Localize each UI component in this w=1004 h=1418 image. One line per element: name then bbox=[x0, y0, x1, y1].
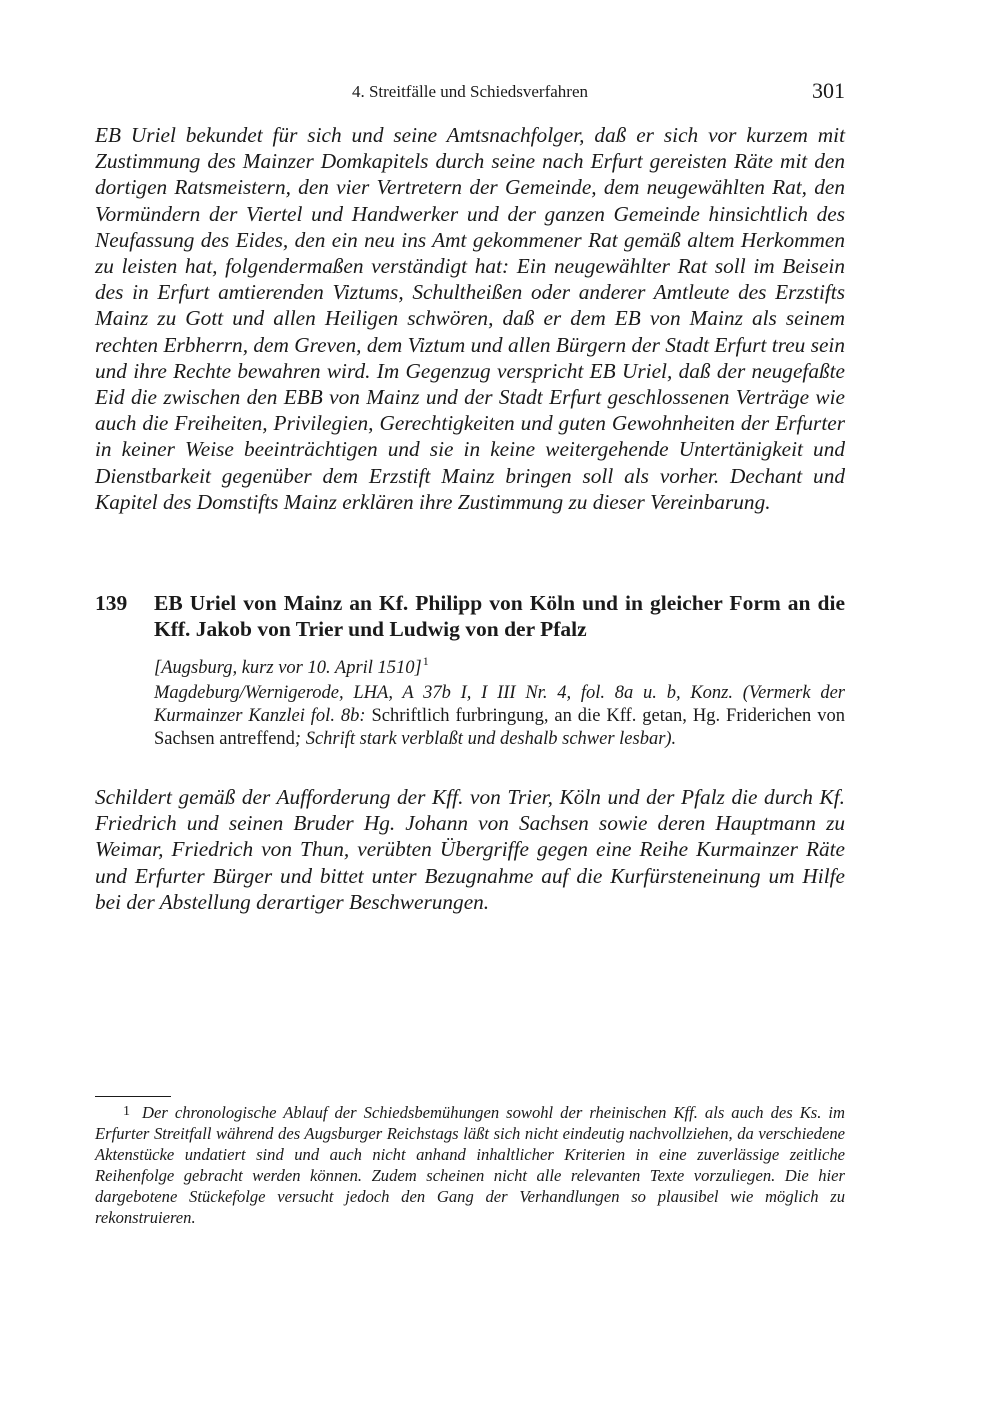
entry-date bbox=[154, 649, 845, 680]
footnote-divider bbox=[95, 1096, 171, 1097]
entry-summary: Schildert gemäß der Aufforderung der Kff. von Trier, Köln und der Pfalz die durch Kf. Friedrich und seinen Bruder Hg. Johann von Sachsen sowie deren Hauptmann zu Weimar, Friedrich von Thun, verübten Übergriffe gegen eine Reihe Kurmainzer Räte und Erfurter Bürger und bittet unter Bezugnahme auf die Kurfürsteneinung um Hilfe bei der Abstellung derartiger Beschwerungen. bbox=[95, 785, 845, 914]
previous-entry-summary: EB Uriel bekundet für sich und seine Amtsnachfolger, daß er sich vor kurzem mit Zustimmung des Mainzer Domkapitels durch seine nach Erfurt gereisten Räte mit den dortigen Ratsmeistern, den vier Vertretern der Gemeinde, dem neugewählten Rat, den Vormündern der Viertel und Handwerker und der ganzen Gemeinde hinsichtlich des Neufassung des Eides, den ein neu ins Amt gekommener Rat gemäß altem Herkommen zu leisten hat, folgendermaßen verständigt hat: Ein neugewählter Rat soll im Beisein des in Erfurt amtierenden Viztums, Schultheißen oder anderer Amtleute des Erzstifts Mainz zu Gott und allen Heiligen schwören, daß er dem EB von Mainz als seinem rechten Erbherrn, dem Greven, dem Viztum und allen Bürgern der Stadt Erfurt treu sein und ihre Rechte bewahren wird. Im Gegenzug verspricht EB Uriel, daß der neugefaßte Eid die zwischen den EBB von Mainz und der Stadt Erfurt geschlossenen Verträge wie auch die Freiheiten, Privilegien, Gerechtigkeiten und guten Gewohnheiten der Erfurter in keiner Weise beeinträchtigen und sie in keine weitergehende Untertänigkeit und Dienstbarkeit gegenüber dem Erzstift Mainz bringen soll als vorher. Dechant und Kapitel des Domstifts Mainz erklären ihre Zustimmung zu dieser Vereinbarung. bbox=[95, 123, 845, 514]
source-archive: Magdeburg/Wernigerode, LHA, A 37b I, I III Nr. 4, fol. 8a u. b, Konz. (Vermerk der Kurmainzer Kanzlei fol. 8b: bbox=[154, 683, 845, 727]
source-remark: ; Schrift stark verblaßt und deshalb schwer lesbar). bbox=[294, 729, 677, 750]
entry-date-text: [Augsburg, kurz vor 10. April 1510] bbox=[154, 658, 422, 678]
page-number: 301 bbox=[812, 78, 845, 103]
entry-title: EB Uriel von Mainz an Kf. Philipp von Köln und in gleicher Form an die Kff. Jakob von Trier und Ludwig von der Pfalz bbox=[154, 591, 845, 641]
running-title: 4. Streitfälle und Schiedsverfahren bbox=[351, 82, 589, 101]
footnote bbox=[95, 1101, 845, 1228]
footnote-reference[interactable]: 1 bbox=[422, 654, 429, 668]
footnote-mark: 1 bbox=[123, 1104, 130, 1119]
source-quote: Schriftlich furbringung, an die Kff. getan, Hg. Friderichen von Sachsen antreffend bbox=[154, 706, 845, 750]
footnote-text: Der chronologische Ablauf der Schiedsbemühungen sowohl der rheinischen Kff. als auch des Ks. im Erfurter Streitfall während des Augsburger Reichstags läßt sich nicht eindeutig nachvollziehen, da verschiedene Aktenstücke undatiert sind und auch nicht anhand inhaltlicher Kriterien in eine zuverlässige zeitliche Reihenfolge gebracht werden können. Zudem scheinen nicht alle relevanten Texte vorzuliegen. Die hier dargebotene Stückefolge versucht jedoch den Gang der Verhandlungen so plausibel wie möglich zu rekonstruieren. bbox=[95, 1103, 845, 1227]
entry-number: 139 bbox=[95, 591, 128, 615]
source-note bbox=[154, 682, 845, 752]
running-head bbox=[95, 78, 845, 108]
